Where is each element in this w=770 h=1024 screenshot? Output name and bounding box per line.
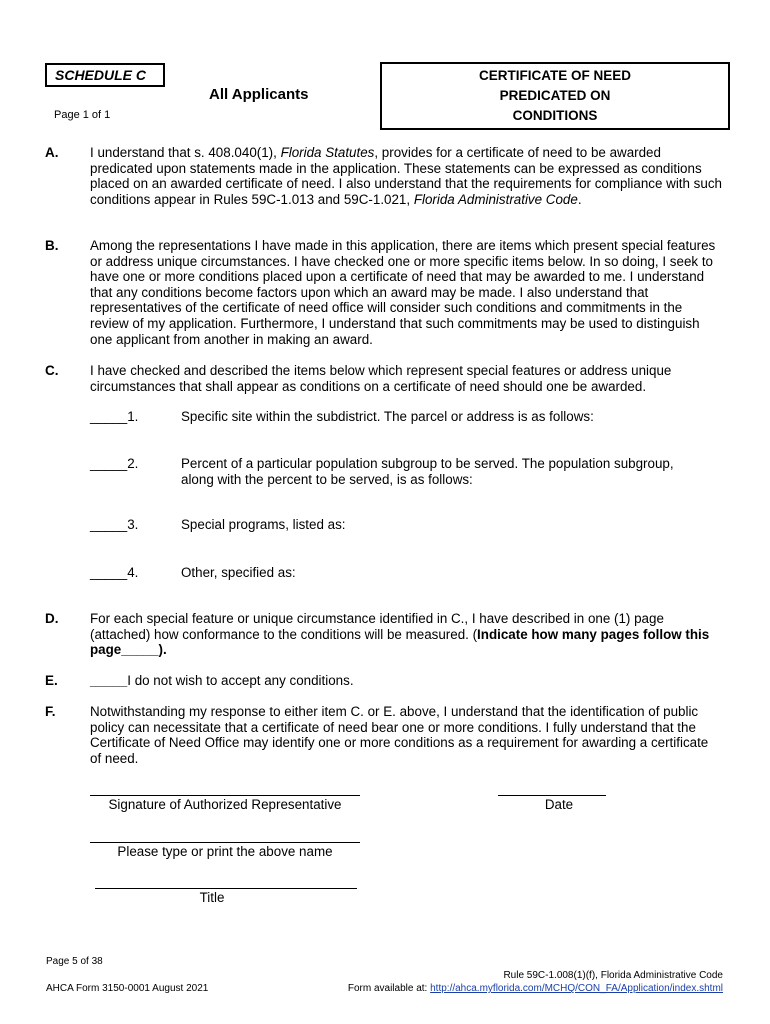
form-url-link[interactable]: http://ahca.myflorida.com/MCHQ/CON_FA/Application/index.shtml: [430, 983, 723, 994]
section-d-text: For each special feature or unique circumstance identified in C., I have described in one (1) page (attached) how conformance to the conditions will be measured. (Indicate how many pages follow this page_____).: [90, 611, 710, 658]
section-a-text: I understand that s. 408.040(1), Florida Statutes, provides for a certificate of need to be awarded predicated upon statements made in the application. These statements can be expressed as conditions placed on an awarded certificate of need. I also understand that the requirements for compliance with such conditions appear in Rules 59C-1.013 and 59C-1.021, Florida Administrative Code.: [90, 145, 722, 207]
section-c-text: I have checked and described the items below which represent special features or address unique circumstances that shall appear as conditions on a certificate of need should one be awarded.: [90, 363, 672, 394]
section-c-letter: C.: [45, 363, 59, 378]
item-2-checkbox[interactable]: _____2.: [90, 456, 139, 471]
con-title-box: [380, 62, 730, 130]
con-title-line3: CONDITIONS: [512, 108, 598, 123]
title-label: Title: [199, 890, 225, 905]
signature-line[interactable]: [90, 795, 360, 796]
title-line[interactable]: [95, 888, 357, 889]
section-e-text: _____I do not wish to accept any conditions.: [90, 673, 354, 688]
name-label: Please type or print the above name: [117, 844, 333, 859]
name-line[interactable]: [90, 842, 360, 843]
item-3-checkbox[interactable]: _____3.: [90, 517, 139, 532]
signature-label: Signature of Authorized Representative: [108, 797, 342, 812]
section-b-text: Among the representations I have made in this application, there are items which present special features or address unique circumstances. I have checked one or more specific items below. In so doing, I seek to have one or more conditions placed upon a certificate of need that may be awarded to me. I understand that any conditions become factors upon which an award may be made. I also understand that representatives of the certificate of need office will consider such conditions and commitments in the review of my application. Furthermore, I understand that such commitments may be used to distinguish one applicant from another in making an award.: [90, 238, 716, 347]
date-line[interactable]: [498, 795, 606, 796]
form-number: AHCA Form 3150-0001 August 2021: [46, 983, 209, 994]
section-e-letter: E.: [45, 673, 58, 688]
page-number: Page 5 of 38: [46, 956, 103, 967]
section-a-letter: A.: [45, 145, 59, 160]
page-of-label: Page 1 of 1: [54, 109, 111, 121]
section-f-letter: F.: [45, 704, 56, 719]
section-f-text: Notwithstanding my response to either item C. or E. above, I understand that the identification of public policy can necessitate that a certificate of need bear one or more conditions. I fully understand that the Certificate of Need Office may identify one or more conditions as a requirement for awarding a certificate of need.: [90, 704, 709, 766]
item-4-checkbox[interactable]: _____4.: [90, 565, 139, 580]
item-3-text: Special programs, listed as:: [181, 517, 346, 532]
con-title-line2: PREDICATED ON: [499, 88, 611, 103]
item-4-text: Other, specified as:: [181, 565, 296, 580]
date-label: Date: [544, 797, 574, 812]
schedule-label: SCHEDULE C: [45, 63, 165, 87]
item-1-checkbox[interactable]: _____1.: [90, 409, 139, 424]
item-1-text: Specific site within the subdistrict. The parcel or address is as follows:: [181, 409, 594, 424]
section-d-letter: D.: [45, 611, 59, 626]
section-b-letter: B.: [45, 238, 59, 253]
section-e-checkbox[interactable]: _____: [90, 673, 128, 688]
rule-citation: Rule 59C-1.008(1)(f), Florida Administrative Code: [503, 970, 723, 981]
item-2-text: Percent of a particular population subgroup to be served. The population subgroup, along with the percent to be served, is as follows:: [181, 456, 674, 487]
all-applicants-heading: All Applicants: [209, 86, 309, 103]
form-availability: Form available at: http://ahca.myflorida.com/MCHQ/CON_FA/Application/index.shtml: [347, 983, 723, 994]
con-title-line1: CERTIFICATE OF NEED: [478, 68, 631, 83]
